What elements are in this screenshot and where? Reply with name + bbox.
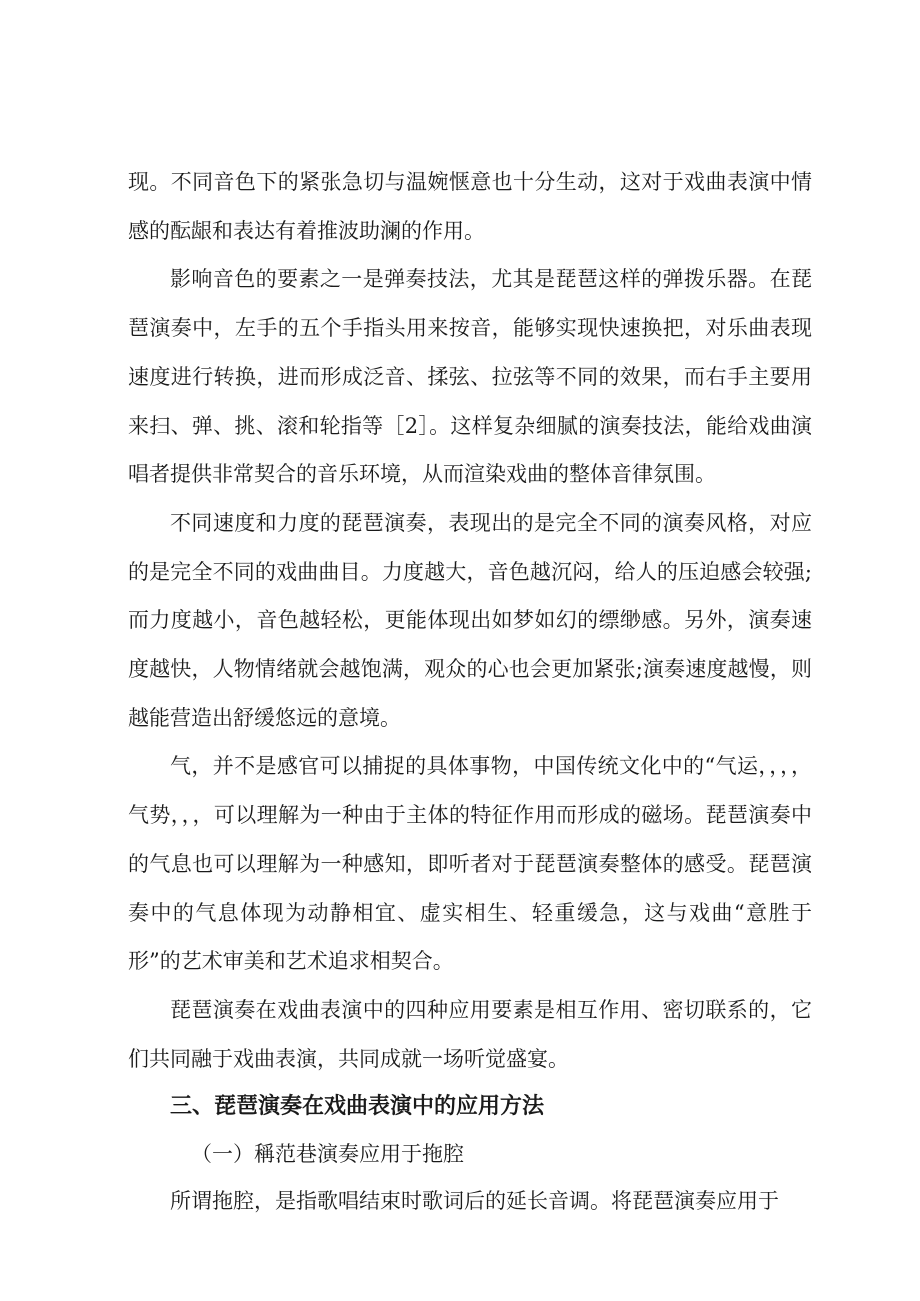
paragraph-speed-and-force: 不同速度和力度的琵琶演奏，表现出的是完全不同的演奏风格，对应的是完全不同的戏曲曲目。力度越大，音色越沉闷，给人的压迫感会较强;而力度越小，音色越轻松，更能体现出如梦如幻的缥缈感。另外，演奏速度越快，人物情绪就会越饱满，观众的心也会更加紧张;演奏速度越慢，则越能营造出舒缓悠远的意境。: [128, 510, 812, 730]
paragraph-final: 所谓拖腔，是指歌唱结束时歌词后的延长音调。将琵琶演奏应用于: [170, 1189, 779, 1214]
subsection-heading: （一）稱范巷演奏应用于拖腔: [191, 1142, 464, 1167]
paragraph-continued: 现。不同音色下的紧张急切与温婉惬意也十分生动，这对于戏曲表演中情感的酝龈和表达有着推波助澜的作用。: [128, 170, 812, 243]
section-heading: 三、琵琶演奏在戏曲表演中的应用方法: [170, 1094, 545, 1120]
document-body: [128, 158, 812, 1226]
paragraph-summary: 琵琶演奏在戏曲表演中的四种应用要素是相互作用、密切联系的，它们共同融于戏曲表演，共同成就一场听觉盛宴。: [128, 997, 812, 1071]
paragraph-breath: 气，并不是感官可以捕捉的具体事物，中国传统文化中的“气运，，，，气势，，，可以理解为一种由于主体的特征作用而形成的磁场。琵琶演奏中的气息也可以理解为一种感知，即听者对于琵琶演奏整体的感受。琵琶演奏中的气息体现为动静相宜、虚实相生、轻重缓急，这与戏曲“意胜于形”的艺术审美和艺术追求相契合。: [128, 754, 812, 974]
paragraph-playing-technique: 影响音色的要素之一是弹奏技法，尤其是琵琶这样的弹拨乐器。在琵琶演奏中，左手的五个手指头用来按音，能够实现快速换把，对乐曲表现速度进行转换，进而形成泛音、揉弦、拉弦等不同的效果，而右手主要用来扫、弹、挑、滚和轮指等［2］。这样复杂细腻的演奏技法，能给戏曲演唱者提供非常契合的音乐环境，从而渲染戏曲的整体音律氛围。: [128, 267, 812, 487]
